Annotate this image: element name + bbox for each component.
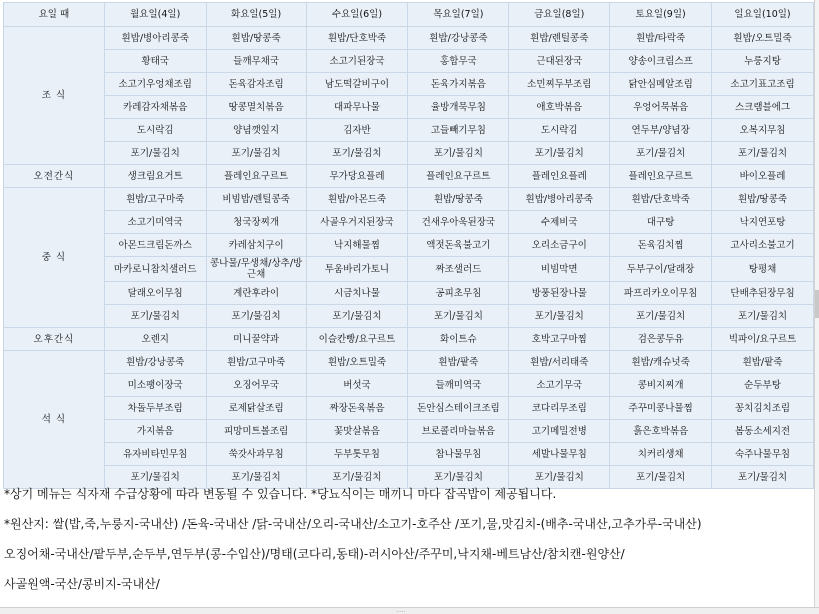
table-row [4, 50, 814, 73]
menu-cell: 빅파이/요구르트 [712, 328, 814, 351]
menu-cell: 포기/물김치 [712, 466, 814, 489]
menu-cell: 주꾸미콩나물찜 [610, 397, 712, 420]
menu-cell: 무가당요플레 [306, 165, 408, 188]
menu-cell: 액젓돈육불고기 [408, 234, 509, 257]
menu-cell: 청국장찌개 [206, 211, 306, 234]
note-menu-change: *상기 메뉴는 식자재 수급상황에 따라 변동될 수 있습니다. *당뇨식이는 매끼니 마다 잡곡밥이 제공됩니다. [4, 487, 557, 501]
menu-cell: 흰밥/단호박죽 [306, 27, 408, 50]
menu-cell: 흰밥/아몬드죽 [306, 188, 408, 211]
menu-cell: 흰밥/오트밀죽 [712, 27, 814, 50]
menu-cell: 포기/물김치 [509, 305, 610, 328]
menu-cell: 마카로니참치샐러드 [104, 257, 206, 282]
menu-cell: 땅콩멸치볶음 [206, 96, 306, 119]
menu-cell: 소고기무국 [509, 374, 610, 397]
menu-cell: 계란후라이 [206, 282, 306, 305]
menu-cell: 포기/물김치 [104, 305, 206, 328]
menu-cell: 콩비지찌개 [610, 374, 712, 397]
table-row [4, 211, 814, 234]
menu-cell: 들깨무채국 [206, 50, 306, 73]
vertical-scroll-thumb[interactable] [815, 290, 819, 318]
menu-cell: 흰밥/땅콩죽 [408, 188, 509, 211]
menu-cell: 생크림요거트 [104, 165, 206, 188]
table-row [4, 305, 814, 328]
menu-cell: 포기/물김치 [712, 142, 814, 165]
menu-cell: 포기/물김치 [206, 142, 306, 165]
menu-cell: 낙지연포탕 [712, 211, 814, 234]
menu-cell: 순두부탕 [712, 374, 814, 397]
menu-cell: 흰밥/팥죽 [408, 351, 509, 374]
table-row [4, 142, 814, 165]
table-row [4, 397, 814, 420]
menu-cell: 비빔막면 [509, 257, 610, 282]
menu-cell: 도시락김 [104, 119, 206, 142]
menu-cell: 두부구이/달래장 [610, 257, 712, 282]
menu-cell: 포기/물김치 [306, 142, 408, 165]
menu-cell: 포기/물김치 [206, 466, 306, 489]
meal-label-cell: 중 식 [4, 188, 105, 328]
menu-cell: 소고기표고조림 [712, 73, 814, 96]
menu-cell: 스크램블에그 [712, 96, 814, 119]
menu-cell: 대구탕 [610, 211, 712, 234]
menu-cell: 호박고구마찜 [509, 328, 610, 351]
menu-cell: 돈육감자조림 [206, 73, 306, 96]
table-row [4, 328, 814, 351]
menu-cell: 사골우거지된장국 [306, 211, 408, 234]
menu-cell: 봄동소세지전 [712, 420, 814, 443]
menu-cell: 흰밥/고구마죽 [104, 188, 206, 211]
header-day-cell: 목요일(7일) [408, 3, 509, 27]
header-day-cell: 월요일(4일) [104, 3, 206, 27]
menu-cell: 달래오이무침 [104, 282, 206, 305]
menu-cell: 짜장돈육볶음 [306, 397, 408, 420]
table-row [4, 73, 814, 96]
menu-cell: 두부톳무침 [306, 443, 408, 466]
menu-cell: 흰밥/캐슈넛죽 [610, 351, 712, 374]
menu-cell: 황태국 [104, 50, 206, 73]
menu-cell: 누룽지탕 [712, 50, 814, 73]
menu-cell: 흰밥/병아리콩죽 [104, 27, 206, 50]
header-day-cell: 토요일(9일) [610, 3, 712, 27]
menu-cell: 플레인요구르트 [206, 165, 306, 188]
menu-cell: 가지볶음 [104, 420, 206, 443]
menu-cell: 플레인요플레 [509, 165, 610, 188]
menu-cell: 흰밥/땅콩죽 [712, 188, 814, 211]
header-day-cell: 수요일(6일) [306, 3, 408, 27]
menu-cell: 포기/물김치 [408, 466, 509, 489]
note-origin-2: 오징어채-국내산/팥두부,순두부,연두부(콩-수입산)/명태(코다리,동태)-러시아산/주꾸미,낙지채-베트남산/참치캔-원양산/ [4, 547, 625, 561]
menu-cell: 율방개묵무침 [408, 96, 509, 119]
menu-cell: 브로콜리마늘볶음 [408, 420, 509, 443]
note-origin-1: *원산지: 쌀(밥,죽,누룽지-국내산) /돈육-국내산 /닭-국내산/오리-국내산/소고기-호주산 /포기,물,맛김치-(배추-국내산,고추가루-국내산) [4, 517, 702, 531]
menu-cell: 남도떡갈비구이 [306, 73, 408, 96]
menu-cell: 미소팽이장국 [104, 374, 206, 397]
menu-cell: 양송이크림스프 [610, 50, 712, 73]
menu-cell: 피망미트볼조림 [206, 420, 306, 443]
menu-cell: 포기/물김치 [610, 466, 712, 489]
menu-cell: 차돌두부조림 [104, 397, 206, 420]
table-row [4, 165, 814, 188]
menu-cell: 홍합무국 [408, 50, 509, 73]
menu-cell: 카레감자채볶음 [104, 96, 206, 119]
menu-cell: 양념깻잎지 [206, 119, 306, 142]
menu-cell: 소고기미역국 [104, 211, 206, 234]
menu-cell: 숙주나물무침 [712, 443, 814, 466]
menu-cell: 세발나물무침 [509, 443, 610, 466]
menu-cell: 시금치나물 [306, 282, 408, 305]
table-row [4, 257, 814, 282]
menu-cell: 소고기우엉채조림 [104, 73, 206, 96]
menu-cell: 돈안심스테이크조림 [408, 397, 509, 420]
menu-cell: 플레인요구르트 [408, 165, 509, 188]
menu-cell: 흰밥/땅콩죽 [206, 27, 306, 50]
table-row [4, 282, 814, 305]
table-row [4, 374, 814, 397]
menu-cell: 공피초무침 [408, 282, 509, 305]
resize-grip[interactable]: ..... [396, 607, 406, 614]
menu-cell: 유자비타민무침 [104, 443, 206, 466]
menu-cell: 소민찌두부조림 [509, 73, 610, 96]
menu-cell: 근대된장국 [509, 50, 610, 73]
menu-cell: 애호박볶음 [509, 96, 610, 119]
table-row [4, 119, 814, 142]
header-day-cell: 금요일(8일) [509, 3, 610, 27]
menu-cell: 포기/물김치 [610, 142, 712, 165]
table-row [4, 443, 814, 466]
menu-cell: 오복지무침 [712, 119, 814, 142]
menu-cell: 대파무나물 [306, 96, 408, 119]
menu-cell: 흰밥/서리태죽 [509, 351, 610, 374]
menu-cell: 흰밥/렌틸콩죽 [509, 27, 610, 50]
menu-cell: 탕평채 [712, 257, 814, 282]
menu-cell: 포기/물김치 [408, 142, 509, 165]
menu-cell: 비빔밥/렌틸콩죽 [206, 188, 306, 211]
menu-cell: 포기/물김치 [509, 466, 610, 489]
header-day-cell: 일요일(10일) [712, 3, 814, 27]
table-row [4, 234, 814, 257]
menu-cell: 낙지해물찜 [306, 234, 408, 257]
menu-cell: 카레삼치구이 [206, 234, 306, 257]
menu-cell: 건새우아욱된장국 [408, 211, 509, 234]
menu-cell: 흰밥/타락죽 [610, 27, 712, 50]
menu-cell: 치커리생채 [610, 443, 712, 466]
table-row [4, 188, 814, 211]
menu-cell: 김자반 [306, 119, 408, 142]
menu-cell: 포기/물김치 [206, 305, 306, 328]
menu-cell: 수제비국 [509, 211, 610, 234]
weekly-menu-table [3, 2, 814, 489]
menu-cell: 들깨미역국 [408, 374, 509, 397]
menu-cell: 포기/물김치 [408, 305, 509, 328]
table-row [4, 420, 814, 443]
menu-cell: 고기메밀전병 [509, 420, 610, 443]
table-header-row [4, 3, 814, 27]
menu-cell: 흰밥/단호박죽 [610, 188, 712, 211]
note-origin-3: 사골원액-국산/콩비지-국내산/ [4, 577, 160, 591]
menu-cell: 연두부/양념장 [610, 119, 712, 142]
menu-cell: 고사리소불고기 [712, 234, 814, 257]
menu-cell: 쑥갓사과무침 [206, 443, 306, 466]
menu-cell: 흰밥/병아리콩죽 [509, 188, 610, 211]
menu-cell: 투움바리가토니 [306, 257, 408, 282]
menu-cell: 플레인요구르트 [610, 165, 712, 188]
menu-cell: 아몬드크림돈까스 [104, 234, 206, 257]
menu-cell: 흰밥/팥죽 [712, 351, 814, 374]
menu-cell: 우엉어묵볶음 [610, 96, 712, 119]
menu-cell: 꽃맛살볶음 [306, 420, 408, 443]
menu-cell: 꽁치김치조림 [712, 397, 814, 420]
menu-cell: 포기/물김치 [712, 305, 814, 328]
header-day-meal-cell: 요일 때 [4, 3, 105, 27]
menu-cell: 오징어무국 [206, 374, 306, 397]
menu-cell: 참나물무침 [408, 443, 509, 466]
menu-cell: 포기/물김치 [306, 466, 408, 489]
meal-label-cell: 조 식 [4, 27, 105, 165]
meal-label-cell: 오전간식 [4, 165, 105, 188]
menu-cell: 방풍된장나물 [509, 282, 610, 305]
table-row [4, 466, 814, 489]
menu-cell: 소고기된장국 [306, 50, 408, 73]
menu-cell: 포기/물김치 [509, 142, 610, 165]
menu-cell: 짜조샐러드 [408, 257, 509, 282]
table-row [4, 351, 814, 374]
menu-cell: 오렌지 [104, 328, 206, 351]
menu-cell: 흙은호박볶음 [610, 420, 712, 443]
menu-cell: 오리소금구이 [509, 234, 610, 257]
menu-cell: 돈육가지볶음 [408, 73, 509, 96]
header-day-cell: 화요일(5일) [206, 3, 306, 27]
menu-cell: 버섯국 [306, 374, 408, 397]
menu-cell: 화이트슈 [408, 328, 509, 351]
menu-cell: 콩나물/무생채/상추/방근채 [206, 257, 306, 282]
menu-cell: 돈육김치찜 [610, 234, 712, 257]
menu-cell: 흰밥/강낭콩죽 [408, 27, 509, 50]
menu-cell: 단배추된장무침 [712, 282, 814, 305]
menu-cell: 로제닭살조림 [206, 397, 306, 420]
menu-cell: 포기/물김치 [104, 142, 206, 165]
menu-cell: 코다리무조림 [509, 397, 610, 420]
menu-cell: 이슬칸빵/요구르트 [306, 328, 408, 351]
meal-label-cell: 석 식 [4, 351, 105, 489]
menu-cell: 포기/물김치 [610, 305, 712, 328]
menu-cell: 미니꿀약과 [206, 328, 306, 351]
menu-cell: 포기/물김치 [306, 305, 408, 328]
menu-cell: 파프리카오이무침 [610, 282, 712, 305]
menu-cell: 흰밥/강낭콩죽 [104, 351, 206, 374]
menu-cell: 닭안심메알조림 [610, 73, 712, 96]
menu-cell: 고들빼기무침 [408, 119, 509, 142]
menu-cell: 포기/물김치 [104, 466, 206, 489]
menu-cell: 검은콩두유 [610, 328, 712, 351]
menu-cell: 흰밥/오트밀죽 [306, 351, 408, 374]
menu-cell: 흰밥/고구마죽 [206, 351, 306, 374]
meal-label-cell: 오후간식 [4, 328, 105, 351]
table-row [4, 96, 814, 119]
menu-cell: 바이오플레 [712, 165, 814, 188]
table-row [4, 27, 814, 50]
menu-cell: 도시락김 [509, 119, 610, 142]
